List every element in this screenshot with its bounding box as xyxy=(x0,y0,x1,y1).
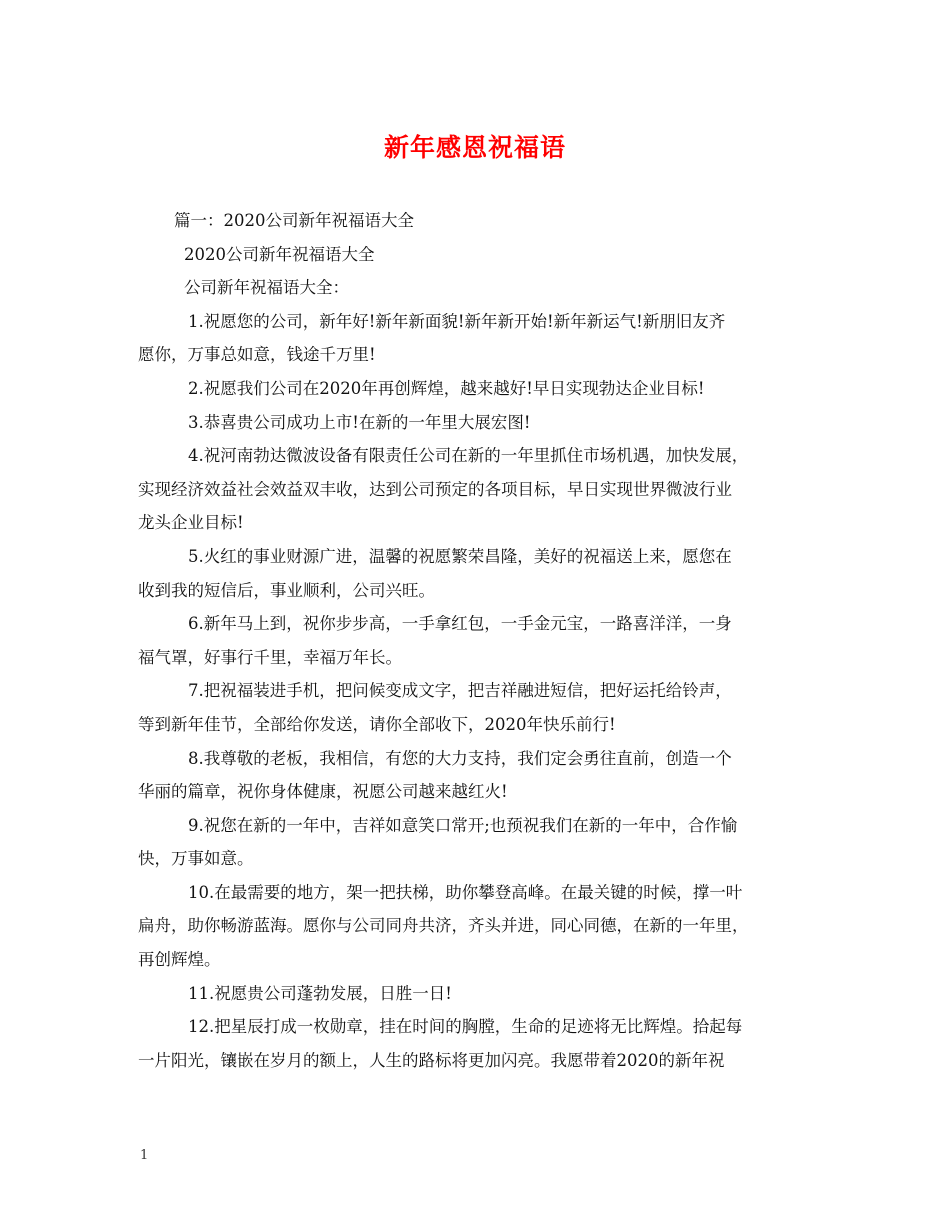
document-title: 新年感恩祝福语 xyxy=(383,133,566,162)
body-line: 9.祝您在新的一年中，吉祥如意笑口常开;也预祝我们在新的一年中，合作愉 xyxy=(188,815,738,835)
body-line: 2.祝愿我们公司在2020年再创辉煌，越来越好!早日实现勃达企业目标! xyxy=(188,378,705,398)
body-line: 华丽的篇章，祝你身体健康，祝愿公司越来越红火! xyxy=(138,782,508,802)
body-line: 福气罩，好事行千里，幸福万年长。 xyxy=(138,647,402,667)
body-line: 一片阳光，镶嵌在岁月的额上，人生的路标将更加闪亮。我愿带着2020的新年祝 xyxy=(138,1050,725,1070)
body-line: 7.把祝福装进手机，把问候变成文字，把吉祥融进短信，把好运托给铃声， xyxy=(188,681,732,701)
body-line: 公司新年祝福语大全： xyxy=(184,278,349,298)
body-line: 3.恭喜贵公司成功上市!在新的一年里大展宏图! xyxy=(188,412,531,432)
body-line: 收到我的短信后，事业顺利，公司兴旺。 xyxy=(138,580,435,600)
body-line: 再创辉煌。 xyxy=(138,950,221,970)
body-line: 实现经济效益社会效益双丰收，达到公司预定的各项目标，早日实现世界微波行业 xyxy=(138,479,732,499)
body-line: 5.火红的事业财源广进，温馨的祝愿繁荣昌隆，美好的祝福送上来，愿您在 xyxy=(188,546,732,566)
body-line: 6.新年马上到，祝你步步高，一手拿红包，一手金元宝，一路喜洋洋，一身 xyxy=(188,614,732,634)
body-line: 8.我尊敬的老板，我相信，有您的大力支持，我们定会勇往直前，创造一个 xyxy=(188,748,732,768)
body-line: 快，万事如意。 xyxy=(138,849,254,869)
body-line: 愿你，万事总如意，钱途千万里! xyxy=(138,345,376,365)
body-line: 10.在最需要的地方，架一把扶梯，助你攀登高峰。在最关键的时候，撑一叶 xyxy=(188,882,743,902)
body-line: 11.祝愿贵公司蓬勃发展，日胜一日! xyxy=(188,983,452,1003)
body-line: 篇一：2020公司新年祝福语大全 xyxy=(174,211,414,230)
body-line: 1.祝愿您的公司，新年好!新年新面貌!新年新开始!新年新运气!新朋旧友齐 xyxy=(188,311,726,331)
page-number: 1 xyxy=(140,1148,149,1163)
body-line: 12.把星辰打成一枚勋章，挂在时间的胸膛，生命的足迹将无比辉煌。拾起每 xyxy=(188,1017,743,1037)
body-line: 扁舟，助你畅游蓝海。愿你与公司同舟共济，齐头并进，同心同德，在新的一年里， xyxy=(138,916,749,936)
document-body xyxy=(138,204,814,1077)
body-line: 龙头企业目标! xyxy=(138,513,244,533)
body-line: 4.祝河南勃达微波设备有限责任公司在新的一年里抓住市场机遇，加快发展， xyxy=(188,446,749,466)
body-line: 2020公司新年祝福语大全 xyxy=(184,244,375,264)
body-line: 等到新年佳节，全部给你发送，请你全部收下，2020年快乐前行! xyxy=(138,714,616,734)
